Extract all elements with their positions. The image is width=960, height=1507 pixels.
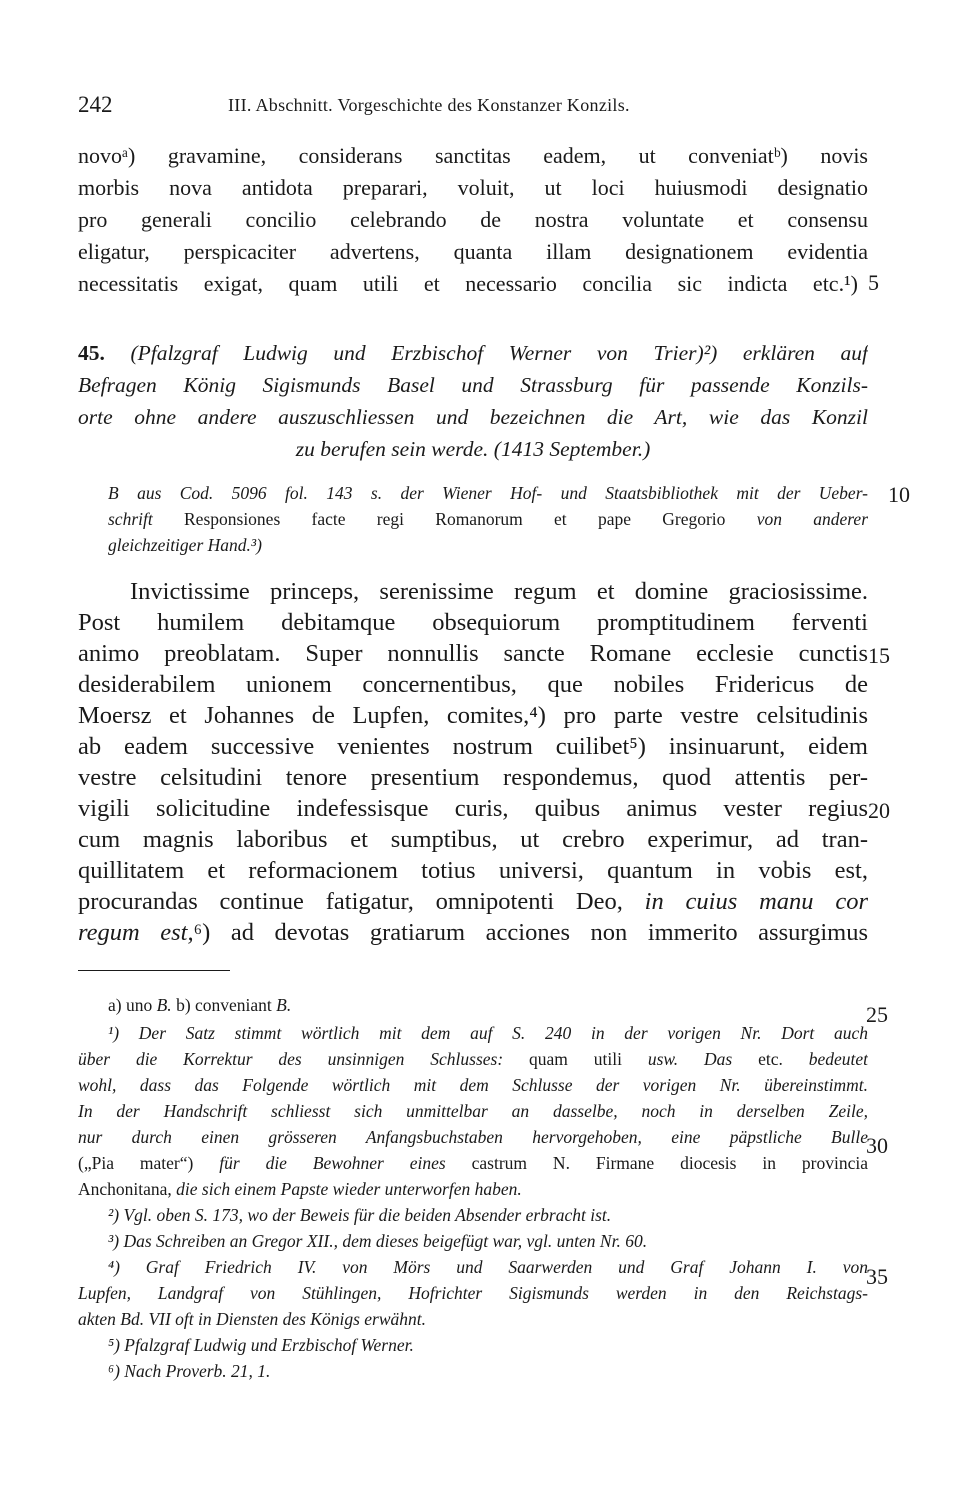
text-line: pro generali concilio celebrando de nostra voluntate et consensu [78,207,868,232]
letter-line: Post humilem debitamque obsequiorum promptitudinem ferventi [78,609,868,636]
footnote-rule [78,970,230,971]
footnote-5: ⁵) Pfalzgraf Ludwig und Erzbischof Werner. [108,1335,414,1355]
footnote-1: Anchonitana, die sich einem Papste wieder unterworfen haben. [78,1179,522,1199]
line-number: 20 [868,798,890,823]
line-number: 30 [866,1133,888,1158]
footnote-1: wohl, dass das Folgende wörtlich mit dem Schlusse der vorigen Nr. übereinstimmt. [78,1075,868,1095]
text-line: necessitatis exigat, quam utili et necessario concilia sic indicta etc.¹) [78,271,858,296]
text-line: morbis nova antidota preparari, voluit, ut loci huiusmodi designatio [78,175,868,200]
running-title: III. Abschnitt. Vorgeschichte des Konstanzer Konzils. [228,95,630,115]
letter-line: quillitatem et reformacionem totius universi, quantum in vobis est, [78,857,868,884]
letter-line: ab eadem successive venientes nostrum cuilibet⁵) insinuarunt, eidem [78,733,868,760]
letter-line: vestre celsitudini tenore presentium respondemus, quod attentis per- [78,764,868,791]
heading-line: Befragen König Sigismunds Basel und Strassburg für passende Konzils- [78,373,868,397]
footnote-4: Lupfen, Landgraf von Stühlingen, Hofrichter Sigismunds werden in den Reichstags- [78,1283,868,1303]
footnote-3: ³) Das Schreiben an Gregor XII., dem dieses beigefügt war, vgl. unten Nr. 60. [108,1231,648,1251]
letter-line: Moersz et Johannes de Lupfen, comites,⁴) pro parte vestre celsitudinis [78,702,868,729]
footnote-1: ¹) Der Satz stimmt wörtlich mit dem auf S. 240 in der vorigen Nr. Dort auch [108,1023,868,1043]
letter-line: vigili solicitudine indefessisque curis, quibus animus vester regius [78,795,868,822]
footnote-1: („Pia mater“) für die Bewohner eines castrum N. Firmane diocesis in provincia [78,1153,868,1173]
heading-line: zu berufen sein werde. (1413 September.) [295,437,651,461]
line-number: 10 [888,482,910,507]
document-number: 45. [78,341,105,365]
footnote-4: akten Bd. VII oft in Diensten des Königs erwähnt. [78,1309,427,1329]
text-line: novoᵃ) gravamine, considerans sanctitas eadem, ut conveniatᵇ) novis [78,143,868,168]
source-line: B aus Cod. 5096 fol. 143 s. der Wiener Hof- und Staatsbibliothek mit der Ueber- [108,483,868,503]
line-number: 25 [866,1002,888,1027]
page-number: 242 [78,92,113,117]
source-line: schrift Responsiones facte regi Romanorum et pape Gregorio von anderer [108,509,868,529]
letter-line: animo preoblatam. Super nonnullis sancte Romane ecclesie cunctis [78,640,868,667]
line-number: 15 [868,643,890,668]
text-line: eligatur, perspicaciter advertens, quanta illam designationem evidentia [78,239,868,264]
letter-line: regum est,⁶) ad devotas gratiarum acciones non immerito assurgimus [78,919,868,946]
footnote-4: ⁴) Graf Friedrich IV. von Mörs und Saarwerden und Graf Johann I. von [108,1257,868,1277]
running-head [78,92,868,118]
heading-line: orte ohne andere auszuschliessen und bezeichnen die Art, wie das Konzil [78,405,868,429]
heading-line: 45. (Pfalzgraf Ludwig und Erzbischof Werner von Trier)²) erklären auf [78,341,868,365]
line-number: 35 [866,1264,888,1289]
source-line: gleichzeitiger Hand.³) [108,535,262,555]
footnote-2: ²) Vgl. oben S. 173, wo der Beweis für die beiden Absender erbracht ist. [108,1205,612,1225]
footnote-6: ⁶) Nach Proverb. 21, 1. [108,1361,271,1381]
letter-line: cum magnis laboribus et sumptibus, ut crebro experimur, ad tran- [78,826,868,853]
footnote-1: In der Handschrift schliesst sich unmittelbar an dasselbe, noch in derselben Zeile, [78,1101,868,1121]
footnote-variant: a) uno B. b) conveniant B. [108,995,292,1015]
footnote-1: über die Korrektur des unsinnigen Schlusses: quam utili usw. Das etc. bedeutet [78,1049,868,1069]
letter-line: desiderabilem unionem concernentibus, que nobiles Fridericus de [78,671,868,698]
letter-line: procurandas continue fatigatur, omnipotenti Deo, in cuius manu cor [78,888,868,915]
letter-line: Invictissime princeps, serenissime regum et domine graciosissime. [130,578,868,605]
footnote-1: nur durch einen grösseren Anfangsbuchstaben hervorgehoben, eine päpstliche Bulle [78,1127,868,1147]
line-number: 5 [868,270,879,295]
